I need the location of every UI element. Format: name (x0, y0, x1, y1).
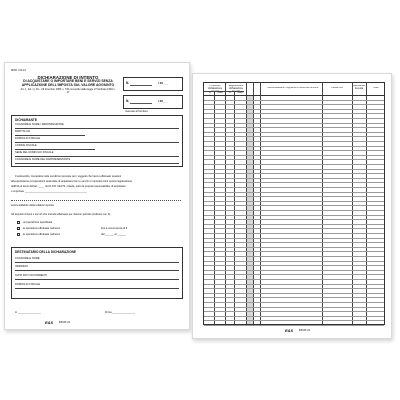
register-row-line[interactable] (204, 104, 384, 105)
register-row-line[interactable] (204, 311, 384, 312)
form-subtitle-1: DI ACQUISTARE O IMPORTARE BENI E SERVIZI SENZA (23, 79, 113, 83)
protocol-number-line (130, 103, 152, 104)
box-caption: riservato al fornitore (125, 110, 148, 113)
subheader-data-2: Data (237, 92, 243, 94)
register-row-line[interactable] (204, 123, 384, 124)
register-row-line[interactable] (204, 274, 384, 275)
register-row-line[interactable] (204, 100, 384, 101)
option-label-2: le operazioni effettuate nell'anno (23, 227, 61, 230)
body-text-2: all'esportazione od operazioni assimilate di acquistare beni e servizi o importare beni senza l'applicazione (11, 180, 133, 183)
register-row-line[interactable] (204, 325, 384, 326)
register-row-line[interactable] (204, 215, 384, 216)
register-row-line[interactable] (204, 251, 384, 252)
field-label-domicilio: DOMICILIO FISCALE (15, 137, 41, 140)
dest-input-3[interactable] (15, 279, 179, 280)
register-row-line[interactable] (204, 219, 384, 220)
option-checkbox-1[interactable] (17, 221, 20, 224)
register-row-line[interactable] (204, 288, 384, 289)
register-row-line[interactable] (204, 228, 384, 229)
register-row-line[interactable] (204, 201, 384, 202)
destinatario-section (11, 247, 183, 299)
register-row-line[interactable] (204, 297, 384, 298)
header-note: Note (373, 87, 379, 89)
register-row-line[interactable] (204, 256, 384, 257)
register-row-line[interactable] (204, 307, 384, 308)
field-label-cognome: COGNOME E NOME / DENOMINAZIONE (15, 123, 64, 126)
register-row-line[interactable] (204, 146, 384, 147)
register-row-line[interactable] (204, 182, 384, 183)
subheader-divider (204, 91, 244, 92)
dest-input-4[interactable] (15, 288, 179, 289)
dest-input-2[interactable] (15, 270, 179, 271)
dest-label-4: DOMICILIO FISCALE (15, 283, 41, 286)
header-fornitore: Denominazione, Cognome e Nome del fornitore (267, 87, 319, 89)
footer-signature[interactable]: Firma ________________ (105, 311, 136, 314)
destinatario-title: DESTINATARIO DELLA DICHIARAZIONE (15, 250, 77, 254)
register-row-line[interactable] (204, 192, 384, 193)
register-row-line[interactable] (204, 320, 384, 321)
option-extra-2: fino a concorrenza di € (101, 227, 128, 230)
register-row-line[interactable] (204, 150, 384, 151)
register-row-line[interactable] (204, 113, 384, 114)
option-extra-3: dal ______ al ______ (101, 233, 126, 236)
protocol-number-label: N. (126, 99, 130, 103)
field-partita-iva-input[interactable] (15, 135, 85, 136)
header-divider (204, 95, 384, 96)
register-row-line[interactable] (204, 233, 384, 234)
form-title-block (19, 75, 117, 94)
register-row-line[interactable] (204, 261, 384, 262)
body-text-4: o importare ___________________________________________ (11, 190, 87, 193)
register-row-line[interactable] (204, 155, 384, 156)
option-label-1: un'operazione specificata (23, 221, 53, 224)
field-domicilio-input[interactable] (15, 142, 179, 143)
form-title: DICHIARAZIONE DI INTENTO (37, 75, 99, 80)
body-text-6: Gli acquisti di beni e servizi che intende effettuare per ciascun periodo (indicare con X): (11, 213, 112, 216)
legal-reference: Art. 1, lett. c), D.L. 29 dicembre 1983 n. 746 convertito dalla legge 27 febbraio 1984 n. 17 (20, 87, 116, 94)
header-data-dichiarazione: Data dichiar. ricevuta (352, 85, 366, 90)
register-row-line[interactable] (204, 247, 384, 248)
register-row-line[interactable] (204, 109, 384, 110)
protocol-number-box-2[interactable] (123, 95, 183, 109)
brand-logo: E&S (285, 328, 294, 333)
dest-label-2: INDIRIZZO (15, 265, 28, 268)
register-row-line[interactable] (204, 173, 384, 174)
field-label-partita-iva: PARTITA IVA (15, 130, 31, 133)
register-row-line[interactable] (204, 205, 384, 206)
dest-input-1[interactable] (15, 262, 179, 263)
form-code: E5346 22 (299, 329, 311, 332)
protocol-number-line (130, 85, 152, 86)
dest-label-1: COGNOME E NOME (15, 257, 40, 260)
field-label-sede: SEDE DEL DOMICILIO FISCALE (15, 151, 54, 154)
subheader-data-1: Data (217, 92, 223, 94)
field-label-rappresentante: COGNOME E NOME DEL RAPPRESENTANTE (15, 158, 71, 161)
field-rappresentante-input[interactable] (15, 163, 179, 164)
option-label-3: le operazioni effettuate nell'anno (23, 233, 61, 236)
register-row-line[interactable] (204, 132, 384, 133)
option-checkbox-3[interactable] (17, 233, 20, 236)
option-checkbox-2[interactable] (17, 227, 20, 230)
register-row-line[interactable] (204, 141, 384, 142)
dest-label-3: ALTRI DATI OCCORRENTI (15, 274, 47, 277)
protocol-number-box-1[interactable] (123, 77, 183, 91)
register-row-line[interactable] (204, 164, 384, 165)
register-row-line[interactable] (204, 242, 384, 243)
protocol-year: / 20___ (158, 99, 169, 103)
header-partita-iva: Partita IVA (331, 87, 343, 89)
dichiarante-title: DICHIARANTE (15, 118, 37, 122)
field-cognome-input[interactable] (15, 128, 179, 129)
register-row-line[interactable] (204, 270, 384, 271)
footer-date[interactable]: Lì ________________ (15, 311, 41, 314)
brand-logo: E&S (45, 320, 54, 325)
register-row-line[interactable] (204, 284, 384, 285)
register-row-line[interactable] (204, 302, 384, 303)
body-text-5: senza addebito della relativa imposta. (11, 204, 55, 207)
body-text-1: Il sottoscritto, trovandosi nelle condizioni previste per i soggetti che hanno effettuato cessioni (15, 175, 122, 178)
protocol-number-label: N. (126, 81, 130, 85)
header-registrazione: Registrazione dichiarazione ricevuta (228, 85, 244, 93)
register-row-line[interactable] (204, 293, 384, 294)
dichiarante-section (11, 115, 183, 167)
register-row-line[interactable] (204, 224, 384, 225)
field-sede-input[interactable] (15, 156, 179, 157)
body-text-3: dell'IVA ai sensi dell'art. ____ del D.P.R. 633/72, chiede, sotto la propria responsabilità, di acquistare (11, 185, 126, 188)
declaration-form-sheet (4, 62, 190, 330)
field-codice-fiscale-input[interactable] (15, 149, 95, 150)
register-row-line[interactable] (204, 187, 384, 188)
register-row-line[interactable] (204, 159, 384, 160)
header-protocollo: Protocollo dichiarazione emessa (207, 85, 223, 93)
field-label-codice-fiscale: CODICE FISCALE (15, 144, 37, 147)
subheader-n-2: N. (228, 92, 232, 94)
register-row-line[interactable] (204, 118, 384, 119)
register-row-line[interactable] (204, 136, 384, 137)
form-subtitle-2: APPLICAZIONE DELL'IMPOSTA SUL VALORE AGGIUNTO (21, 82, 115, 87)
register-row-line[interactable] (204, 127, 384, 128)
register-row-line[interactable] (204, 169, 384, 170)
body-fill-line[interactable] (11, 200, 181, 201)
register-row-line[interactable] (204, 210, 384, 211)
form-model-label: MOD. IVA 12 (11, 69, 26, 72)
register-row-line[interactable] (204, 238, 384, 239)
register-row-line[interactable] (204, 196, 384, 197)
register-row-line[interactable] (204, 316, 384, 317)
register-sheet (192, 73, 392, 339)
form-code: E5346 22 (59, 321, 71, 324)
register-row-line[interactable] (204, 178, 384, 179)
register-row-line[interactable] (204, 265, 384, 266)
protocol-year: / 20___ (158, 81, 169, 85)
register-table (203, 82, 385, 325)
subheader-n-1: N. (208, 92, 212, 94)
register-row-line[interactable] (204, 279, 384, 280)
